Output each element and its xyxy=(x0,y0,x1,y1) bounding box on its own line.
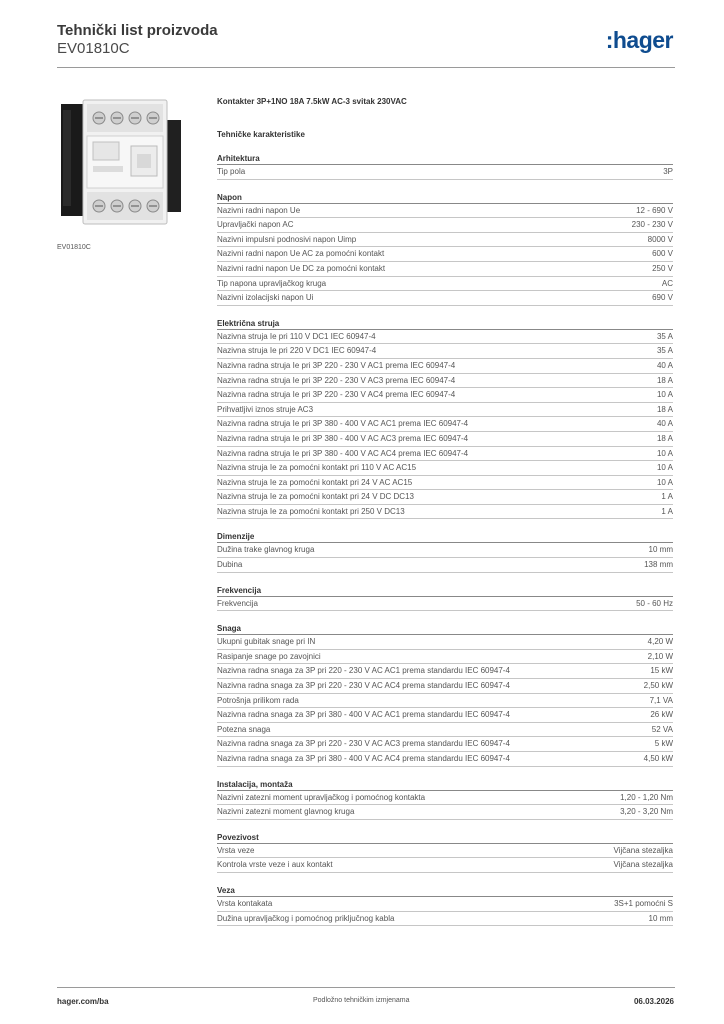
spec-row xyxy=(217,247,673,262)
spec-label: Rasipanje snage po zavojnici xyxy=(217,651,321,661)
spec-row xyxy=(217,664,673,679)
spec-label: Nazivni radni napon Ue xyxy=(217,205,301,215)
spec-value: 50 - 60 Hz xyxy=(636,598,673,608)
spec-row xyxy=(217,912,673,927)
section-title: Veza xyxy=(217,885,673,897)
spec-label: Dužina upravljačkog i pomoćnog priključnog kabla xyxy=(217,913,395,923)
spec-value: 18 A xyxy=(656,404,673,414)
spec-row xyxy=(217,388,673,403)
spec-value: 3S+1 pomoćni S xyxy=(614,898,673,908)
footer-disclaimer: Podložno tehničkim izmjenama xyxy=(313,997,410,1004)
spec-row xyxy=(217,505,673,520)
spec-row xyxy=(217,679,673,694)
spec-value: 40 A xyxy=(656,419,673,429)
spec-value: 1 A xyxy=(661,492,673,502)
spec-section xyxy=(217,153,673,180)
spec-label: Nazivni impulsni podnosivi napon Uimp xyxy=(217,234,357,244)
spec-row xyxy=(217,858,673,873)
spec-label: Nazivna radna struja Ie pri 3P 380 - 400 V AC AC1 prema IEC 60947-4 xyxy=(217,419,469,429)
spec-row xyxy=(217,403,673,418)
spec-label: Nazivna radna struja Ie pri 3P 220 - 230 V AC3 prema IEC 60947-4 xyxy=(217,375,456,385)
spec-row xyxy=(217,330,673,345)
spec-row xyxy=(217,204,673,219)
section-title: Arhitektura xyxy=(217,153,673,165)
spec-row xyxy=(217,490,673,505)
spec-row xyxy=(217,723,673,738)
spec-value: 40 A xyxy=(656,360,673,370)
spec-value: AC xyxy=(661,278,673,288)
section-title: Napon xyxy=(217,192,673,204)
spec-label: Vrsta kontakata xyxy=(217,898,273,908)
spec-label: Potrošnja prilikom rada xyxy=(217,695,299,705)
spec-label: Nazivna struja Ie pri 220 V DC1 IEC 60947-4 xyxy=(217,346,377,356)
spec-row xyxy=(217,262,673,277)
spec-label: Nazivna radna snaga za 3P pri 220 - 230 V AC AC1 prema standardu IEC 60947-4 xyxy=(217,666,510,676)
product-image-caption: EV01810C xyxy=(57,244,91,251)
spec-row xyxy=(217,233,673,248)
spec-section xyxy=(217,318,673,520)
spec-value: 10 mm xyxy=(648,545,673,555)
section-title: Povezivost xyxy=(217,832,673,844)
spec-row xyxy=(217,417,673,432)
spec-label: Nazivna radna struja Ie pri 3P 220 - 230 V AC4 prema IEC 60947-4 xyxy=(217,390,456,400)
spec-label: Tip napona upravljačkog kruga xyxy=(217,278,327,288)
spec-value: 35 A xyxy=(656,331,673,341)
spec-value: Vijčana stezaljka xyxy=(613,845,673,855)
spec-value: 3P xyxy=(663,167,673,176)
spec-value: 10 mm xyxy=(648,913,673,923)
section-title: Snaga xyxy=(217,623,673,635)
spec-label: Kontrola vrste veze i aux kontakt xyxy=(217,860,333,870)
spec-row xyxy=(217,374,673,389)
spec-row xyxy=(217,558,673,573)
spec-label: Nazivna struja Ie za pomoćni kontakt pri 24 V DC DC13 xyxy=(217,492,414,502)
spec-section xyxy=(217,192,673,306)
product-code: EV01810C xyxy=(57,40,130,57)
page-header xyxy=(57,22,675,68)
spec-section xyxy=(217,623,673,766)
spec-row xyxy=(217,543,673,558)
spec-value: 8000 V xyxy=(647,234,673,244)
spec-value: 10 A xyxy=(656,463,673,473)
spec-label: Nazivna struja Ie za pomoćni kontakt pri 24 V AC AC15 xyxy=(217,477,413,487)
spec-value: 35 A xyxy=(656,346,673,356)
spec-value: 2,10 W xyxy=(647,651,673,661)
spec-label: Prihvatljivi iznos struje AC3 xyxy=(217,404,314,414)
footer-date: 06.03.2026 xyxy=(633,997,674,1006)
spec-label: Nazivna radna struja Ie pri 3P 380 - 400 V AC AC3 prema IEC 60947-4 xyxy=(217,433,469,443)
spec-row xyxy=(217,344,673,359)
section-title: Dimenzije xyxy=(217,531,673,543)
spec-value: 1,20 - 1,20 Nm xyxy=(620,792,673,802)
spec-section xyxy=(217,531,673,572)
spec-label: Dubina xyxy=(217,560,243,570)
spec-value: 52 VA xyxy=(651,724,673,734)
spec-value: 18 A xyxy=(656,375,673,385)
spec-row xyxy=(217,844,673,859)
spec-section xyxy=(217,885,673,926)
spec-value: 3,20 - 3,20 Nm xyxy=(620,807,673,817)
spec-label: Nazivni zatezni moment glavnog kruga xyxy=(217,807,355,817)
hager-logo: :hager xyxy=(605,27,673,53)
spec-label: Nazivna radna struja Ie pri 3P 220 - 230 V AC1 prema IEC 60947-4 xyxy=(217,360,456,370)
spec-label: Nazivni zatezni moment upravljačkog i pomoćnog kontakta xyxy=(217,792,426,802)
spec-row xyxy=(217,476,673,491)
spec-row xyxy=(217,737,673,752)
footer-divider xyxy=(57,987,675,988)
spec-row xyxy=(217,359,673,374)
product-description: Kontakter 3P+1NO 18A 7.5kW AC-3 svitak 230VAC xyxy=(217,97,407,106)
spec-value: 690 V xyxy=(652,293,673,303)
spec-value: 10 A xyxy=(656,390,673,400)
section-title: Instalacija, montaža xyxy=(217,779,673,791)
spec-label: Vrsta veze xyxy=(217,845,255,855)
contactor-illustration xyxy=(57,90,189,228)
spec-row xyxy=(217,650,673,665)
spec-row xyxy=(217,708,673,723)
tech-characteristics-heading: Tehničke karakteristike xyxy=(217,130,305,139)
section-title: Električna struja xyxy=(217,318,673,330)
spec-label: Tip pola xyxy=(217,167,246,176)
spec-label: Nazivni radni napon Ue DC za pomoćni kontakt xyxy=(217,263,386,273)
spec-row xyxy=(217,447,673,462)
spec-value: 230 - 230 V xyxy=(631,220,673,230)
spec-value: 138 mm xyxy=(644,560,673,570)
spec-value: 1 A xyxy=(661,506,673,516)
spec-value: 10 A xyxy=(656,477,673,487)
page-title: Tehnički list proizvoda xyxy=(57,22,218,39)
spec-panel xyxy=(217,96,673,926)
header-divider xyxy=(57,67,675,68)
spec-row xyxy=(217,461,673,476)
spec-label: Nazivna radna struja Ie pri 3P 380 - 400 V AC AC4 prema IEC 60947-4 xyxy=(217,448,469,458)
spec-label: Potezna snaga xyxy=(217,724,271,734)
spec-section xyxy=(217,585,673,612)
spec-label: Nazivna struja Ie za pomoćni kontakt pri 250 V DC13 xyxy=(217,506,405,516)
spec-value: 12 - 690 V xyxy=(636,205,673,215)
spec-value: 4,50 kW xyxy=(643,754,673,763)
spec-label: Nazivna radna snaga za 3P pri 220 - 230 V AC AC3 prema standardu IEC 60947-4 xyxy=(217,739,510,749)
spec-sections xyxy=(217,153,673,926)
spec-row xyxy=(217,277,673,292)
spec-label: Nazivna struja Ie pri 110 V DC1 IEC 60947-4 xyxy=(217,331,376,341)
footer-website: hager.com/ba xyxy=(57,997,109,1006)
spec-row xyxy=(217,897,673,912)
spec-row xyxy=(217,218,673,233)
spec-label: Nazivni radni napon Ue AC za pomoćni kontakt xyxy=(217,249,385,259)
spec-section xyxy=(217,832,673,873)
spec-label: Nazivna radna snaga za 3P pri 380 - 400 V AC AC1 prema standardu IEC 60947-4 xyxy=(217,710,510,720)
spec-value: 10 A xyxy=(656,448,673,458)
spec-row xyxy=(217,165,673,180)
spec-value: 250 V xyxy=(652,263,673,273)
spec-value: 5 kW xyxy=(654,739,673,749)
spec-label: Nazivni izolacijski napon Ui xyxy=(217,293,314,303)
spec-value: 18 A xyxy=(656,433,673,443)
spec-label: Upravljački napon AC xyxy=(217,220,294,230)
spec-label: Nazivna struja Ie za pomoćni kontakt pri 110 V AC AC15 xyxy=(217,463,417,473)
spec-value: 2,50 kW xyxy=(643,681,673,691)
spec-row xyxy=(217,752,673,767)
logo-text: hager xyxy=(612,27,673,53)
spec-value: Vijčana stezaljka xyxy=(613,860,673,870)
section-title: Frekvencija xyxy=(217,585,673,597)
spec-row xyxy=(217,597,673,612)
spec-row xyxy=(217,635,673,650)
spec-row xyxy=(217,805,673,820)
spec-row xyxy=(217,791,673,806)
spec-label: Frekvencija xyxy=(217,598,258,608)
spec-section xyxy=(217,779,673,820)
spec-label: Ukupni gubitak snage pri IN xyxy=(217,637,316,647)
spec-row xyxy=(217,291,673,306)
spec-value: 15 kW xyxy=(650,666,673,676)
spec-label: Nazivna radna snaga za 3P pri 220 - 230 V AC AC4 prema standardu IEC 60947-4 xyxy=(217,681,510,691)
spec-value: 7,1 VA xyxy=(649,695,673,705)
spec-row xyxy=(217,432,673,447)
spec-value: 4,20 W xyxy=(647,637,673,647)
spec-value: 600 V xyxy=(652,249,673,259)
product-image xyxy=(57,90,189,228)
spec-value: 26 kW xyxy=(650,710,673,720)
spec-label: Dužina trake glavnog kruga xyxy=(217,545,315,555)
spec-row xyxy=(217,694,673,709)
spec-label: Nazivna radna snaga za 3P pri 380 - 400 V AC AC4 prema standardu IEC 60947-4 xyxy=(217,754,510,763)
